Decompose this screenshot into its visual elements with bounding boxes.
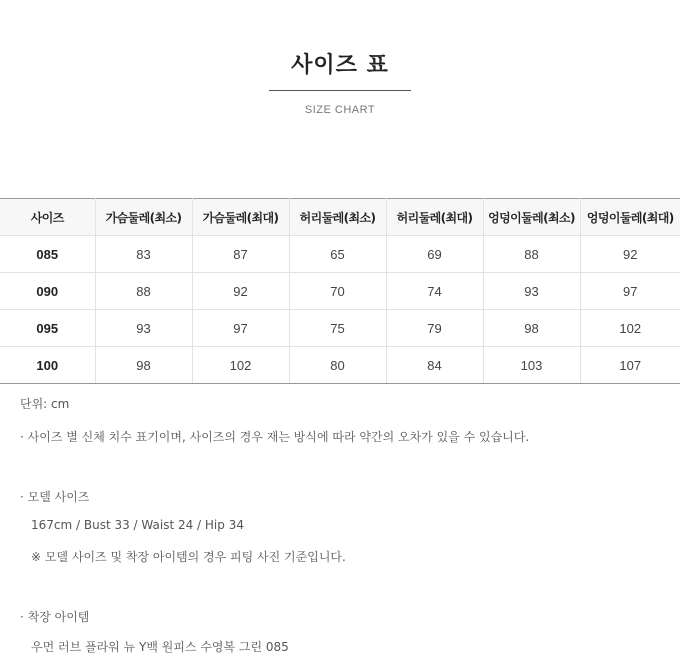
table-cell: 87 <box>192 236 289 273</box>
table-cell: 65 <box>289 236 386 273</box>
table-cell: 107 <box>580 347 680 384</box>
table-cell: 84 <box>386 347 483 384</box>
table-row <box>0 236 680 273</box>
table-row <box>0 273 680 310</box>
column-header-chest-min: 가슴둘레(최소) <box>95 199 192 236</box>
column-header-hip-min: 엉덩이둘레(최소) <box>483 199 580 236</box>
worn-item-heading: · 착장 아이템 <box>20 610 90 624</box>
table-cell: 88 <box>95 273 192 310</box>
table-cell: 83 <box>95 236 192 273</box>
table-cell: 79 <box>386 310 483 347</box>
size-cell: 085 <box>0 236 95 273</box>
size-cell: 100 <box>0 347 95 384</box>
column-header-waist-max: 허리둘레(최대) <box>386 199 483 236</box>
table-cell: 92 <box>192 273 289 310</box>
title-divider <box>269 90 411 91</box>
table-cell: 93 <box>95 310 192 347</box>
column-header-size: 사이즈 <box>0 199 95 236</box>
table-header-row <box>0 199 680 236</box>
page-title: 사이즈 표 <box>291 53 389 78</box>
worn-item-name: 우먼 러브 플라워 뉴 Y백 원피스 수영복 그린 085 <box>31 640 289 654</box>
model-fitting-note: ※ 모델 사이즈 및 착장 아이템의 경우 피팅 사진 기준입니다. <box>31 550 346 564</box>
table-row <box>0 347 680 384</box>
table-cell: 75 <box>289 310 386 347</box>
measurement-note: · 사이즈 별 신체 치수 표기이며, 사이즈의 경우 재는 방식에 따라 약간의 오차가 있을 수 있습니다. <box>20 430 530 444</box>
table-cell: 88 <box>483 236 580 273</box>
unit-note: 단위: cm <box>20 397 70 411</box>
model-size-value: 167cm / Bust 33 / Waist 24 / Hip 34 <box>31 518 244 532</box>
table-cell: 103 <box>483 347 580 384</box>
model-size-heading: · 모델 사이즈 <box>20 490 90 504</box>
table-cell: 69 <box>386 236 483 273</box>
page-subtitle: SIZE CHART <box>304 104 376 116</box>
table-cell: 74 <box>386 273 483 310</box>
table-cell: 102 <box>192 347 289 384</box>
table-cell: 97 <box>580 273 680 310</box>
size-cell: 090 <box>0 273 95 310</box>
size-chart-table <box>0 198 680 384</box>
table-cell: 70 <box>289 273 386 310</box>
column-header-chest-max: 가슴둘레(최대) <box>192 199 289 236</box>
table-cell: 97 <box>192 310 289 347</box>
column-header-hip-max: 엉덩이둘레(최대) <box>580 199 680 236</box>
column-header-waist-min: 허리둘레(최소) <box>289 199 386 236</box>
table-cell: 98 <box>483 310 580 347</box>
table-cell: 93 <box>483 273 580 310</box>
table-row <box>0 310 680 347</box>
size-cell: 095 <box>0 310 95 347</box>
table-cell: 80 <box>289 347 386 384</box>
table-cell: 92 <box>580 236 680 273</box>
table-cell: 98 <box>95 347 192 384</box>
table-cell: 102 <box>580 310 680 347</box>
